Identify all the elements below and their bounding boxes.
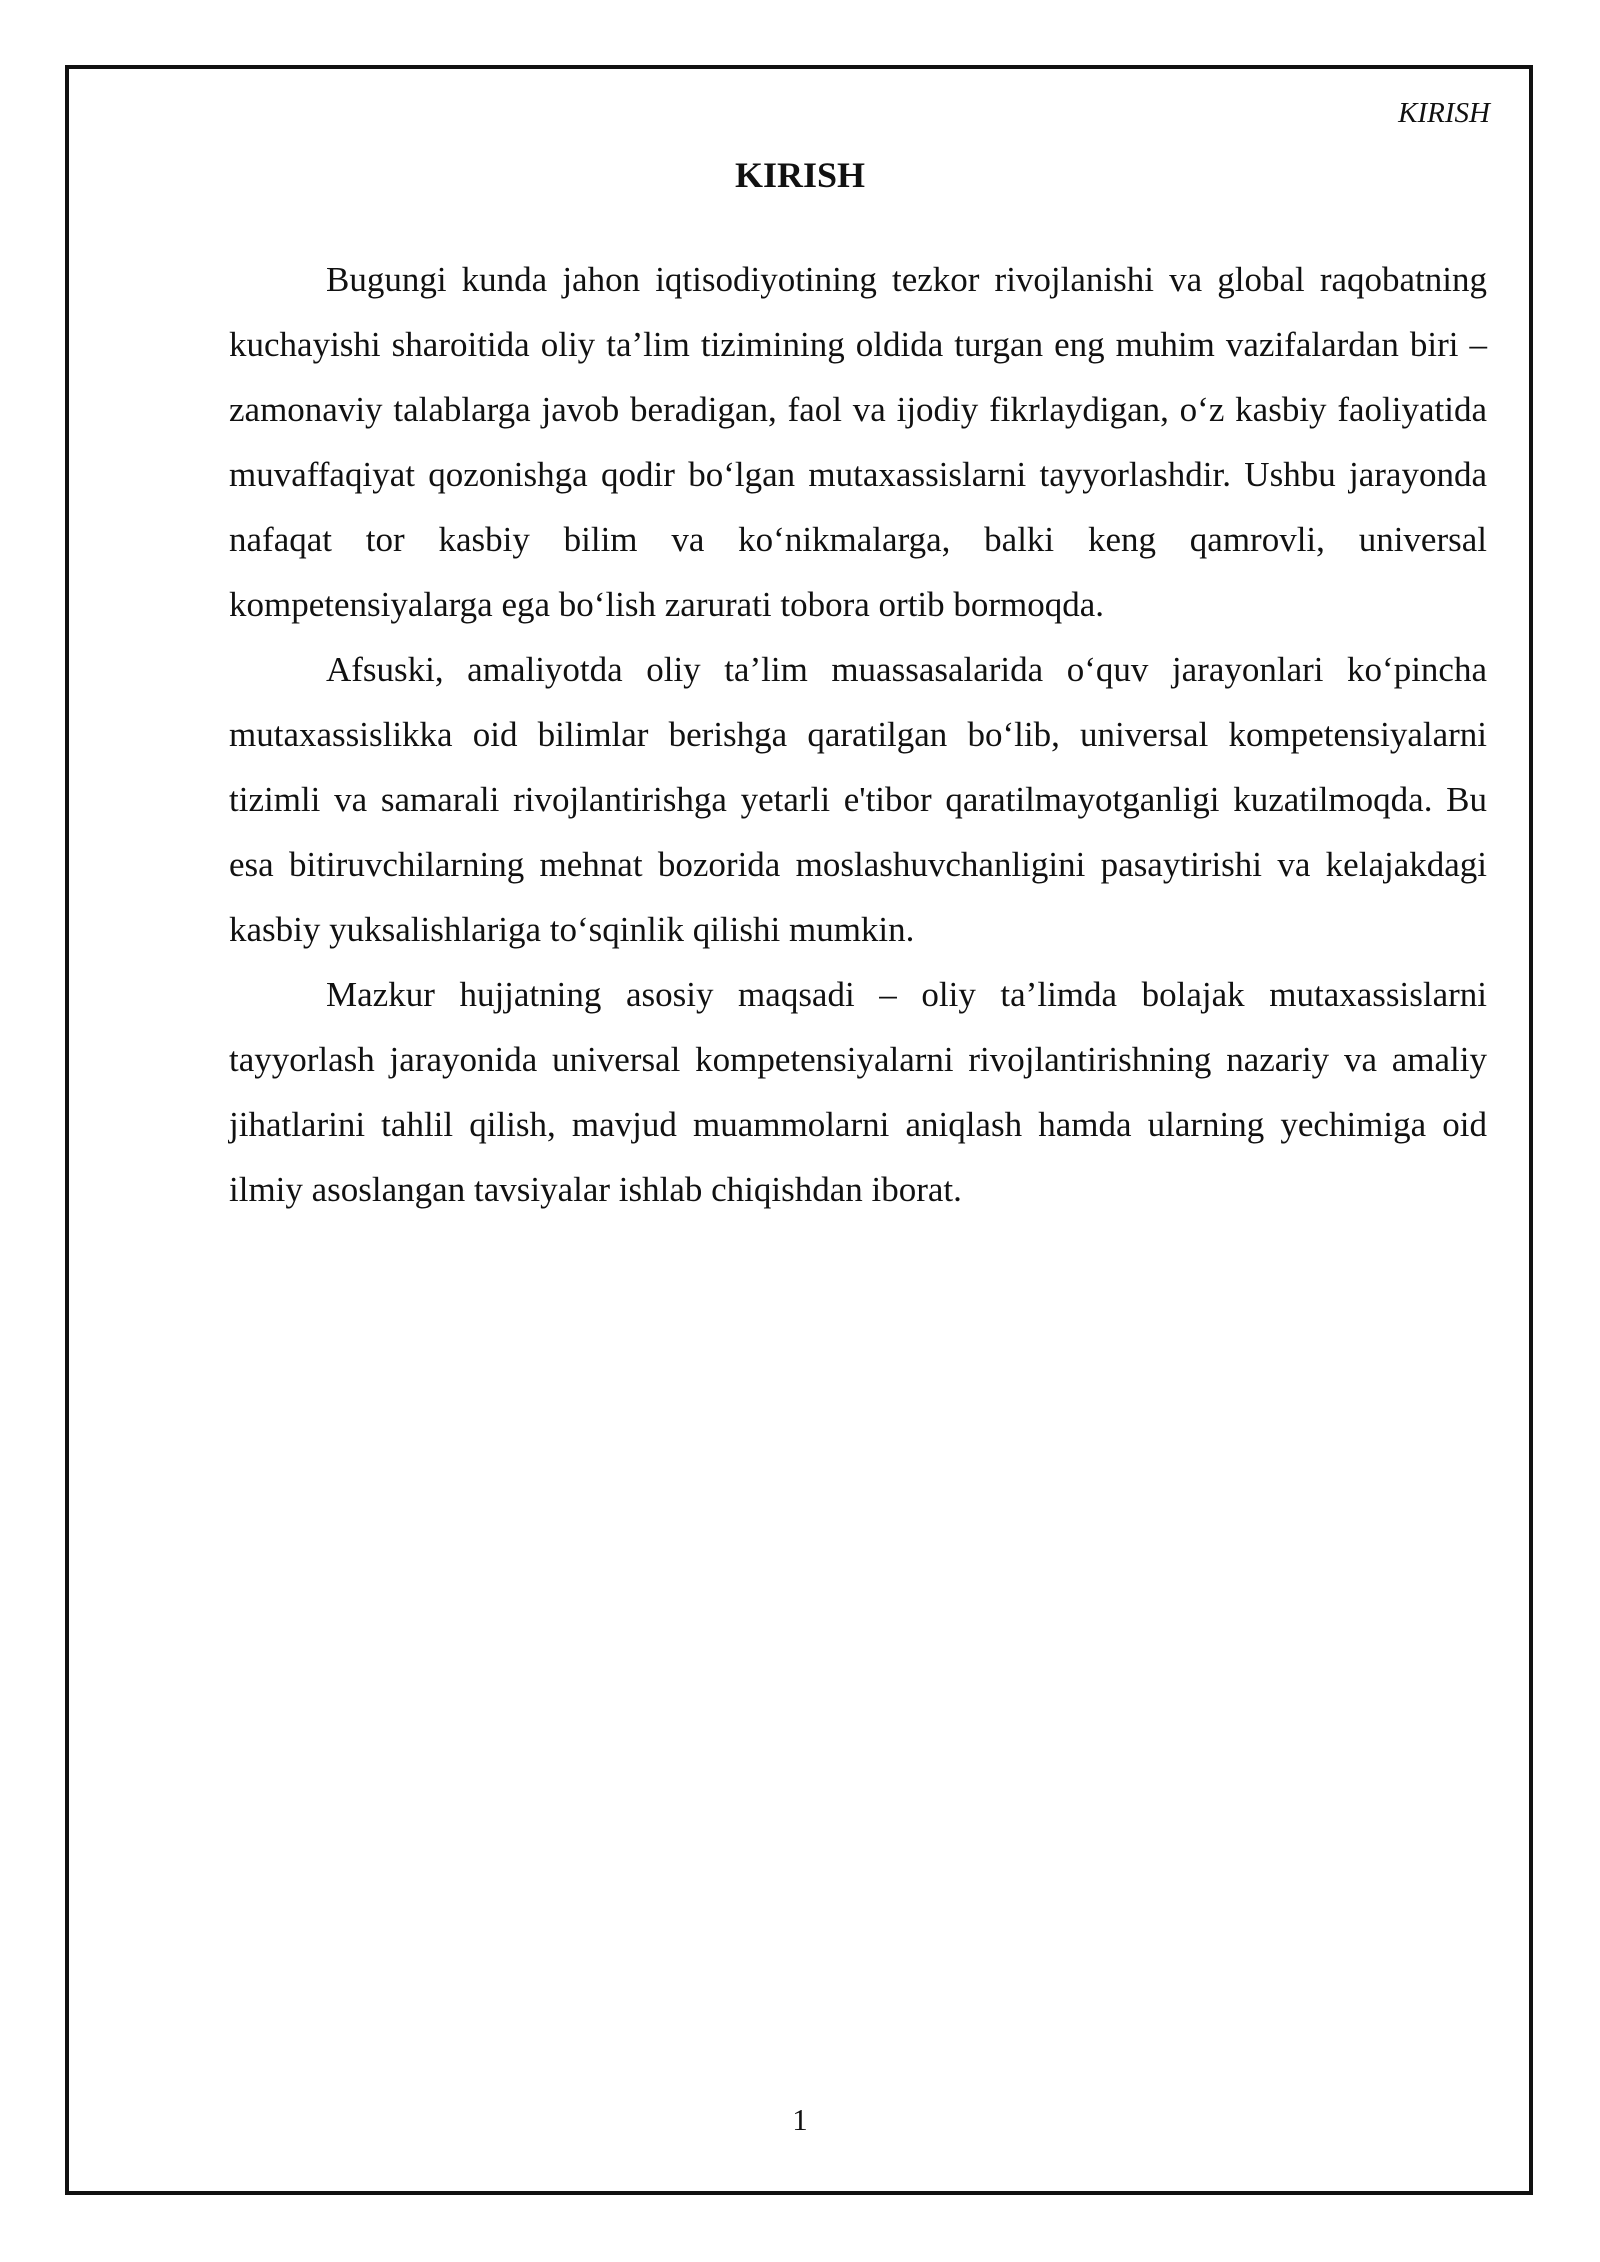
body-text [229, 247, 1487, 1222]
running-header: KIRISH [1398, 97, 1490, 129]
paragraph-3: Mazkur hujjatning asosiy maqsadi – oliy ta’limda bolajak mutaxassislarni tayyorlash jarayonida universal kompetensiyalarni rivojlantirishning nazariy va amaliy jihatlarini tahlil qilish, mavjud muammolarni aniqlash hamda ularning yechimiga oid ilmiy asoslangan tavsiyalar ishlab chiqishdan iborat. [229, 975, 1487, 1209]
page-title: KIRISH [734, 155, 866, 195]
paragraph-2: Afsuski, amaliyotda oliy ta’lim muassasalarida o‘quv jarayonlari ko‘pincha mutaxassislikka oid bilimlar berishga qaratilgan bo‘lib, universal kompetensiyalarni tizimli va samarali rivojlantirishga yetarli e'tibor qaratilmayotganligi kuzatilmoqda. Bu esa bitiruvchilarning mehnat bozorida moslashuvchanligini pasaytirishi va kelajakdagi kasbiy yuksalishlariga to‘sqinlik qilishi mumkin. [229, 650, 1487, 949]
page-number: 1 [792, 2102, 808, 2137]
paragraph-1: Bugungi kunda jahon iqtisodiyotining tezkor rivojlanishi va global raqobatning kuchayishi sharoitida oliy ta’lim tizimining oldida turgan eng muhim vazifalardan biri – zamonaviy talablarga javob beradigan, faol va ijodiy fikrlaydigan, o‘z kasbiy faoliyatida muvaffaqiyat qozonishga qodir bo‘lgan mutaxassislarni tayyorlashdir. Ushbu jarayonda nafaqat tor kasbiy bilim va ko‘nikmalarga, balki keng qamrovli, universal kompetensiyalarga ega bo‘lish zarurati tobora ortib bormoqda. [229, 260, 1487, 624]
